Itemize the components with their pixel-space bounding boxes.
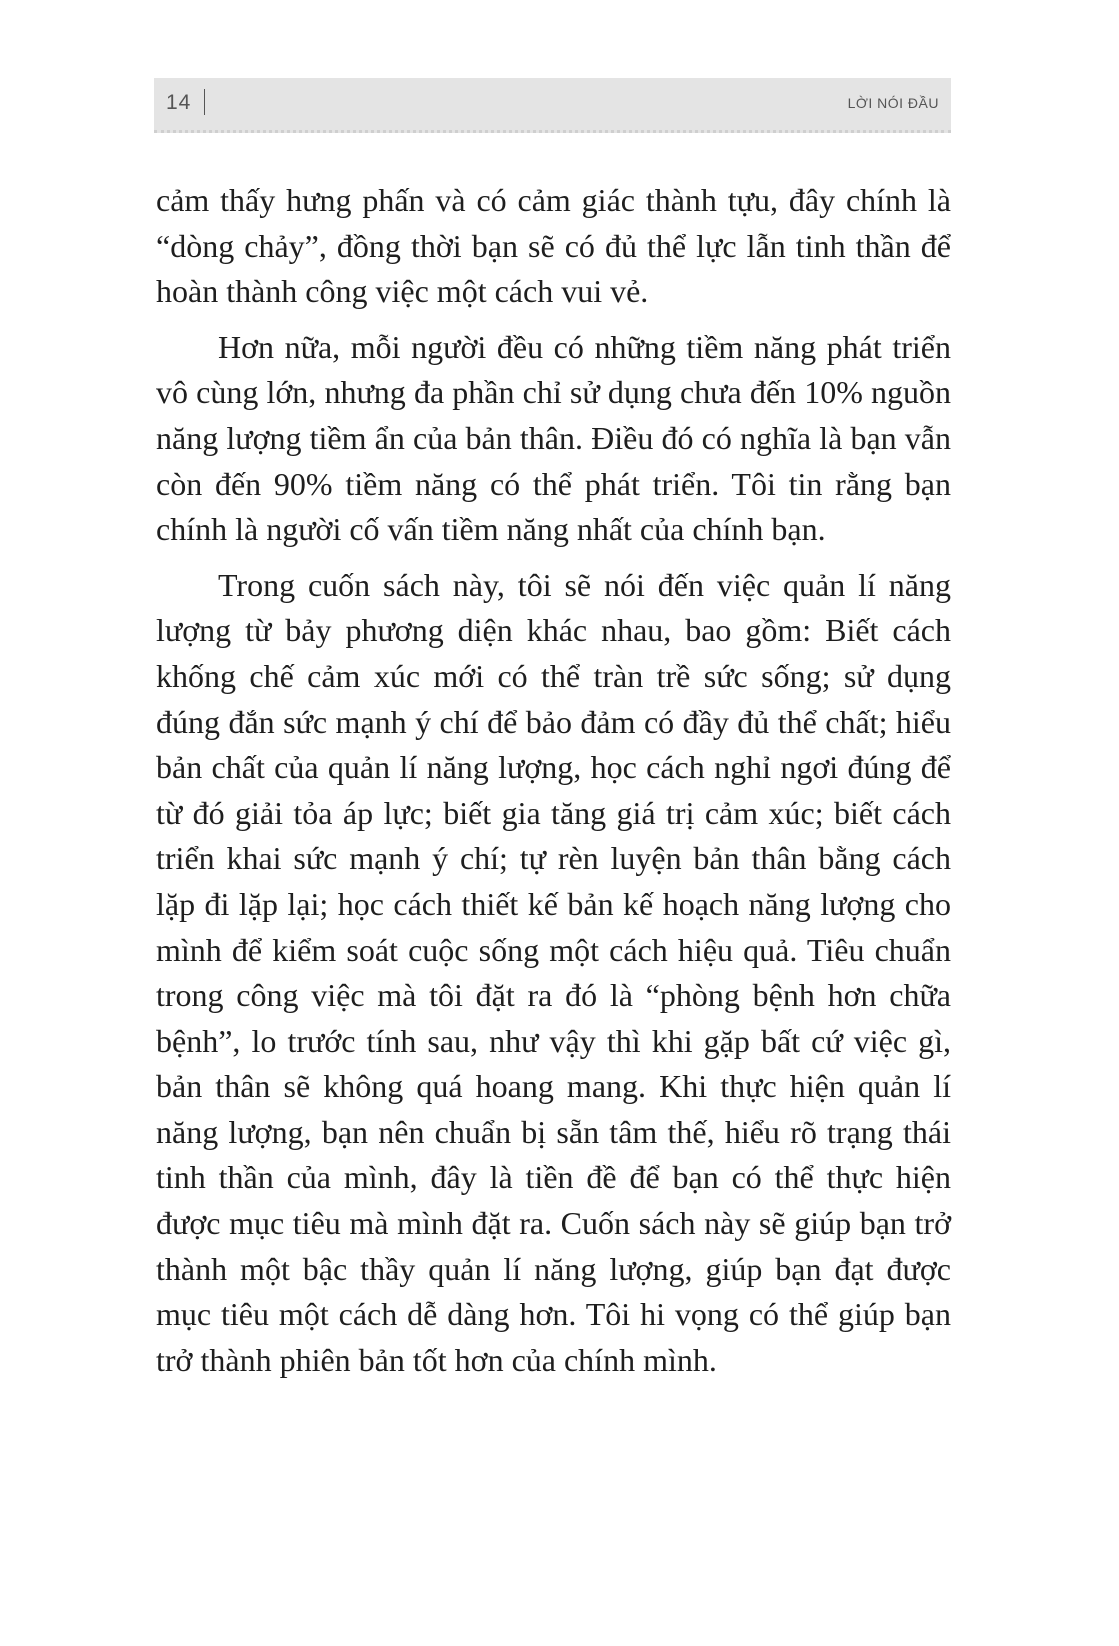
- body-text: [156, 178, 951, 1393]
- paragraph: Trong cuốn sách này, tôi sẽ nói đến việc quản lí năng lượng từ bảy phương diện khác nhau, bao gồm: Biết cách khống chế cảm xúc mới có thể tràn trề sức sống; sử dụng đúng đắn sức mạnh ý chí để bảo đảm có đầy đủ thể chất; hiểu bản chất của quản lí năng lượng, học cách nghỉ ngơi đúng để từ đó giải tỏa áp lực; biết gia tăng giá trị cảm xúc; biết cách triển khai sức mạnh ý chí; tự rèn luyện bản thân bằng cách lặp đi lặp lại; học cách thiết kế bản kế hoạch năng lượng cho mình để kiểm soát cuộc sống một cách hiệu quả. Tiêu chuẩn trong công việc mà tôi đặt ra đó là “phòng bệnh hơn chữa bệnh”, lo trước tính sau, như vậy thì khi gặp bất cứ việc gì, bản thân sẽ không quá hoang mang. Khi thực hiện quản lí năng lượng, bạn nên chuẩn bị sẵn tâm thế, hiểu rõ trạng thái tinh thần của mình, đây là tiền đề để bạn có thể thực hiện được mục tiêu mà mình đặt ra. Cuốn sách này sẽ giúp bạn trở thành một bậc thầy quản lí năng lượng, giúp bạn đạt được mục tiêu một cách dễ dàng hơn. Tôi hi vọng có thể giúp bạn trở thành phiên bản tốt hơn của chính mình.: [156, 566, 951, 1378]
- header-divider: [204, 89, 205, 115]
- page-number: 14: [166, 91, 192, 114]
- paragraph: Hơn nữa, mỗi người đều có những tiềm năng phát triển vô cùng lớn, nhưng đa phần chỉ sử dụng chưa đến 10% nguồn năng lượng tiềm ẩn của bản thân. Điều đó có nghĩa là bạn vẫn còn đến 90% tiềm năng có thể phát triển. Tôi tin rằng bạn chính là người cố vấn tiềm năng nhất của chính bạn.: [156, 328, 951, 548]
- running-header: [154, 78, 951, 133]
- section-title: LỜI NÓI ĐẦU: [847, 95, 939, 111]
- paragraph-continued: cảm thấy hưng phấn và có cảm giác thành tựu, đây chính là “dòng chảy”, đồng thời bạn sẽ có đủ thể lực lẫn tinh thần để hoàn thành công việc một cách vui vẻ.: [156, 182, 951, 310]
